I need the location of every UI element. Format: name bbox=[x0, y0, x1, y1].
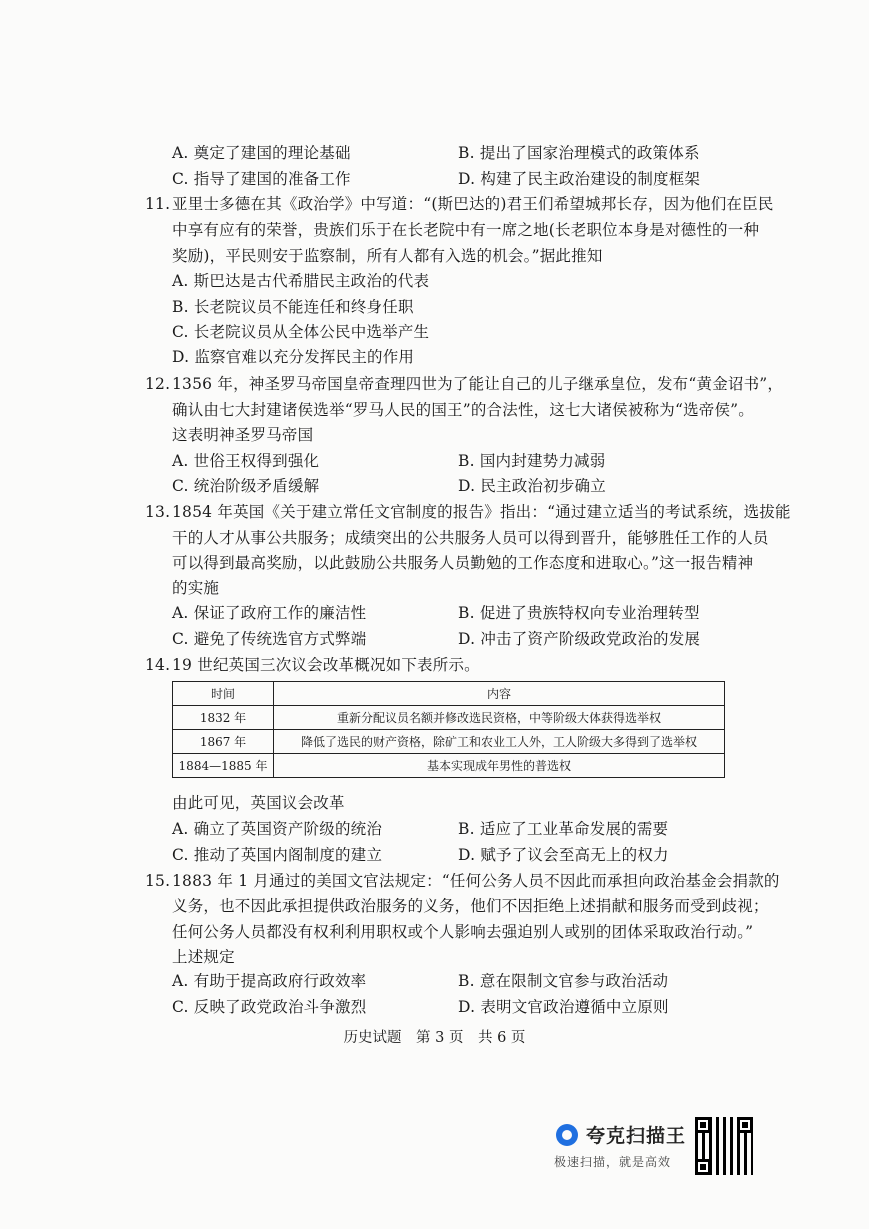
q12-option-d: D. 民主政治初步确立 bbox=[458, 477, 606, 495]
q14-stem: 由此可见，英国议会改革 bbox=[172, 794, 345, 812]
q14-option-c: C. 推动了英国内阁制度的建立 bbox=[172, 846, 383, 864]
q12-option-a: A. 世俗王权得到强化 bbox=[172, 452, 320, 470]
q11-option-b: B. 长老院议员不能连任和终身任职 bbox=[172, 298, 414, 316]
q10-option-b: B. 提出了国家治理模式的政策体系 bbox=[458, 144, 700, 162]
q11-stem-line: 奖励)，平民则安于监察制，所有人都有入选的机会。”据此推知 bbox=[172, 247, 603, 265]
table-cell-time: 1832 年 bbox=[173, 706, 274, 730]
reform-table bbox=[172, 681, 725, 778]
q11-option-c: C. 长老院议员从全体公民中选举产生 bbox=[172, 323, 430, 341]
q12-stem-line: 确认由七大封建诸侯选举“罗马人民的国王”的合法性，这七大诸侯被称为“选帝侯”。 bbox=[172, 401, 754, 419]
q15-stem-line: 1883 年 1 月通过的美国文官法规定：“任何公务人员不因此而承担向政治基金会捐款的 bbox=[172, 872, 780, 890]
table-cell-content: 重新分配议员名额并修改选民资格，中等阶级大体获得选举权 bbox=[274, 706, 725, 730]
q13-number: 13. bbox=[145, 503, 171, 521]
q12-option-c: C. 统治阶级矛盾缓解 bbox=[172, 477, 320, 495]
table-header-time: 时间 bbox=[173, 682, 274, 706]
watermark-subtitle: 极速扫描，就是高效 bbox=[554, 1155, 672, 1169]
q10-option-a: A. 奠定了建国的理论基础 bbox=[172, 144, 351, 162]
q13-stem-line: 的实施 bbox=[172, 579, 220, 597]
q10-option-d: D. 构建了民主政治建设的制度框架 bbox=[458, 170, 701, 188]
q15-stem-line: 任何公务人员都没有权利利用职权或个人影响去强迫别人或别的团体采取政治行动。” bbox=[172, 923, 754, 941]
q13-option-a: A. 保证了政府工作的廉洁性 bbox=[172, 604, 367, 622]
q15-stem-line: 义务，也不因此承担提供政治服务的义务，他们不因拒绝上述捐献和服务而受到歧视； bbox=[172, 897, 769, 915]
q15-option-b: B. 意在限制文官参与政治活动 bbox=[458, 972, 669, 990]
q11-stem-line: 中享有应有的荣誉，贵族们乐于在长老院中有一席之地(长老职位本身是对德性的一种 bbox=[172, 221, 760, 239]
q14-option-b: B. 适应了工业革命发展的需要 bbox=[458, 820, 669, 838]
table-cell-time: 1884—1885 年 bbox=[173, 754, 274, 778]
scanner-logo-icon bbox=[556, 1124, 578, 1146]
q15-option-c: C. 反映了政党政治斗争激烈 bbox=[172, 998, 367, 1016]
q13-option-c: C. 避免了传统选官方式弊端 bbox=[172, 630, 367, 648]
q12-number: 12. bbox=[145, 375, 171, 393]
q10-option-c: C. 指导了建国的准备工作 bbox=[172, 170, 351, 188]
q13-option-d: D. 冲击了资产阶级政党政治的发展 bbox=[458, 630, 701, 648]
page-footer: 历史试题 第 3 页 共 6 页 bbox=[343, 1030, 526, 1046]
table-cell-time: 1867 年 bbox=[173, 730, 274, 754]
q12-stem-line: 这表明神圣罗马帝国 bbox=[172, 426, 314, 444]
q13-stem-line: 1854 年英国《关于建立常任文官制度的报告》指出：“通过建立适当的考试系统，选拔能 bbox=[172, 503, 791, 521]
q11-number: 11. bbox=[145, 195, 171, 213]
q13-stem-line: 干的人才从事公共服务；成绩突出的公共服务人员可以得到晋升，能够胜任工作的人员 bbox=[172, 529, 769, 547]
table-header-row bbox=[173, 682, 725, 706]
q15-number: 15. bbox=[145, 872, 171, 890]
q12-stem-line: 1356 年，神圣罗马帝国皇帝查理四世为了能让自己的儿子继承皇位，发布“黄金诏书”， bbox=[172, 375, 784, 393]
q15-option-d: D. 表明文官政治遵循中立原则 bbox=[458, 998, 669, 1016]
q11-option-d: D. 监察官难以充分发挥民主的作用 bbox=[172, 348, 415, 366]
q12-option-b: B. 国内封建势力减弱 bbox=[458, 452, 606, 470]
table-cell-content: 基本实现成年男性的普选权 bbox=[274, 754, 725, 778]
table-row bbox=[173, 730, 725, 754]
q15-stem-line: 上述规定 bbox=[172, 948, 235, 966]
table-row bbox=[173, 706, 725, 730]
q15-option-a: A. 有助于提高政府行政效率 bbox=[172, 972, 367, 990]
table-cell-content: 降低了选民的财产资格，除矿工和农业工人外，工人阶级大多得到了选举权 bbox=[274, 730, 725, 754]
table-header-content: 内容 bbox=[274, 682, 725, 706]
q14-number: 14. bbox=[145, 656, 171, 674]
q14-intro: 19 世纪英国三次议会改革概况如下表所示。 bbox=[172, 656, 480, 674]
q11-stem-line: 亚里士多德在其《政治学》中写道：“(斯巴达的)君王们希望城邦长存，因为他们在臣民 bbox=[172, 195, 774, 213]
q14-option-a: A. 确立了英国资产阶级的统治 bbox=[172, 820, 383, 838]
qr-code-icon[interactable] bbox=[695, 1117, 753, 1175]
q13-stem-line: 可以得到最高奖励，以此鼓励公共服务人员勤勉的工作态度和进取心。”这一报告精神 bbox=[172, 554, 754, 572]
q14-option-d: D. 赋予了议会至高无上的权力 bbox=[458, 846, 669, 864]
watermark-title: 夸克扫描王 bbox=[586, 1125, 687, 1147]
table-row bbox=[173, 754, 725, 778]
q11-option-a: A. 斯巴达是古代希腊民主政治的代表 bbox=[172, 272, 430, 290]
q13-option-b: B. 促进了贵族特权向专业治理转型 bbox=[458, 604, 700, 622]
